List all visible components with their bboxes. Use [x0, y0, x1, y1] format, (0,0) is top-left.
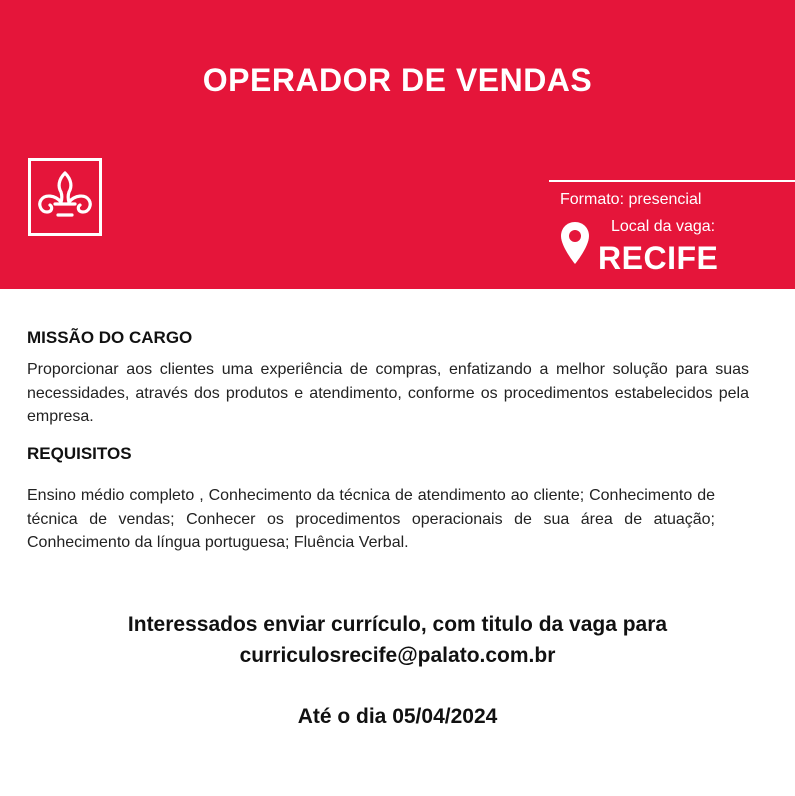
location-label: Local da vaga:	[611, 218, 716, 235]
cta-line: Interessados enviar currículo, com titulo da vaga para	[127, 613, 668, 636]
divider	[549, 180, 795, 182]
company-logo	[28, 158, 102, 236]
requirements-text: Ensino médio completo , Conhecimento da técnica de atendimento ao cliente; Conhecimento de técnica de vendas; Conhecer os procedimentos operacionais de sua área de atuação; Conhecimento da língua portuguesa; Fluência Verbal.	[27, 487, 715, 551]
map-pin-icon	[559, 220, 591, 266]
mission-text: Proporcionar aos clientes uma experiência de compras, enfatizando a melhor solução para suas necessidades, através dos produtos e atendimento, conforme os procedimentos estabelecidos pela empresa.	[27, 361, 749, 425]
format-text: Formato: presencial	[560, 191, 702, 208]
city-name: RECIFE	[598, 240, 719, 276]
fleur-de-lis-icon	[31, 161, 99, 233]
header-banner	[0, 0, 795, 289]
requirements-heading: REQUISITOS	[27, 444, 132, 463]
deadline-text: Até o dia 05/04/2024	[297, 705, 498, 728]
contact-email[interactable]: curriculosrecife@palato.com.br	[239, 644, 556, 667]
mission-heading: MISSÃO DO CARGO	[27, 328, 193, 347]
job-title: OPERADOR DE VENDAS	[202, 62, 593, 98]
